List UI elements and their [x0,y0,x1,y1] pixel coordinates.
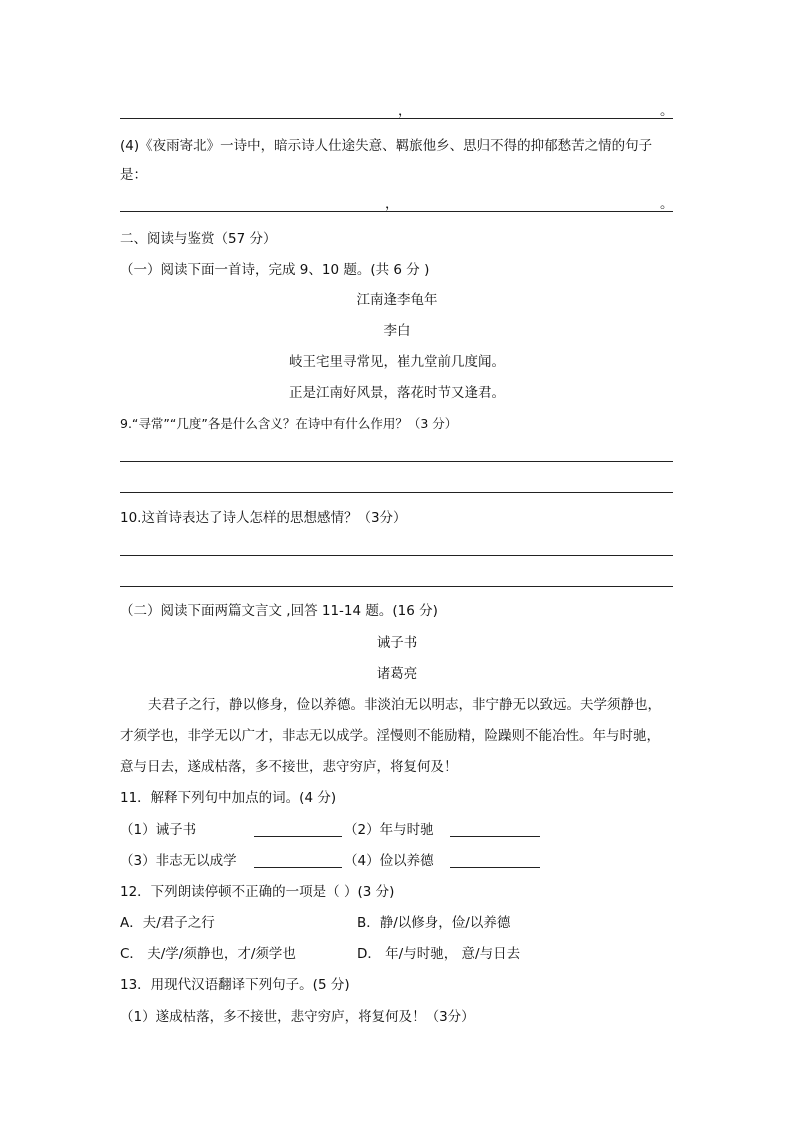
poem-line: 正是江南好风景，落花时节又逢君。 [289,385,505,401]
section-title: 二、阅读与鉴赏（57 分） [120,231,277,247]
answer-line[interactable] [120,118,673,119]
blank-period: 。 [660,103,674,119]
q11-item: （1）诫子书 [120,822,197,838]
blank-period: 。 [660,196,674,212]
passage-line: 夫君子之行，静以修身，俭以养德。非淡泊无以明志，非宁静无以致远。夫学须静也， [148,697,661,713]
answer-line[interactable] [120,461,673,462]
fill-blank[interactable] [450,867,540,868]
blank-comma: ， [398,103,412,119]
answer-line[interactable] [120,555,673,556]
question-9: 9.“寻常”“几度”各是什么含义？在诗中有什么作用？（3 分） [120,416,458,431]
q11-item: （4）俭以养德 [344,853,434,869]
part-2-heading: （二）阅读下面两篇文言文 ,回答 11-14 题。(16 分) [120,603,438,619]
answer-line[interactable] [120,492,673,493]
option-a[interactable]: A．夫/君子之行 [120,915,215,931]
text-title: 诫子书 [376,635,418,651]
question-11: 11．解释下列句中加点的词。(4 分) [120,790,337,806]
fill-blank[interactable] [254,836,342,837]
question-10: 10.这首诗表达了诗人怎样的思想感情？（3分） [120,510,407,526]
question-13: 13．用现代汉语翻译下列句子。(5 分) [120,977,350,993]
question-4-text: (4)《夜雨寄北》一诗中，暗示诗人仕途失意、羁旅他乡、思归不得的抑郁愁苦之情的句子 [120,138,653,154]
question-12: 12．下列朗读停顿不正确的一项是（ ）(3 分) [120,884,395,900]
part-1-heading: （一）阅读下面一首诗，完成 9、10 题。(共 6 分 ) [120,262,430,278]
text-author: 诸葛亮 [376,666,418,682]
fill-blank[interactable] [254,867,342,868]
poem-title: 江南逢李龟年 [356,292,438,308]
option-b[interactable]: B．静/以修身，俭/以养德 [357,915,511,931]
answer-line[interactable] [120,586,673,587]
question-13-1: （1）遂成枯落，多不接世，悲守穷庐，将复何及！（3分） [120,1009,475,1025]
passage-line: 意与日去，遂成枯落，多不接世，悲守穷庐，将复何及！ [120,759,458,775]
poem-line: 岐王宅里寻常见，崔九堂前几度闻。 [289,354,505,370]
passage-line: 才须学也，非学无以广才，非志无以成学。淫慢则不能励精，险躁则不能冶性。年与时驰， [120,728,660,744]
question-4-text-cont: 是： [120,167,147,183]
option-c[interactable]: C． 夫/学/须静也，才/须学也 [120,946,296,962]
poem-author: 李白 [383,323,411,339]
q11-item: （2）年与时驰 [344,822,434,838]
blank-comma: ， [385,196,399,212]
q11-item: （3）非志无以成学 [120,853,237,869]
option-d[interactable]: D． 年/与时驰， 意/与日去 [357,946,521,962]
fill-blank[interactable] [450,836,540,837]
